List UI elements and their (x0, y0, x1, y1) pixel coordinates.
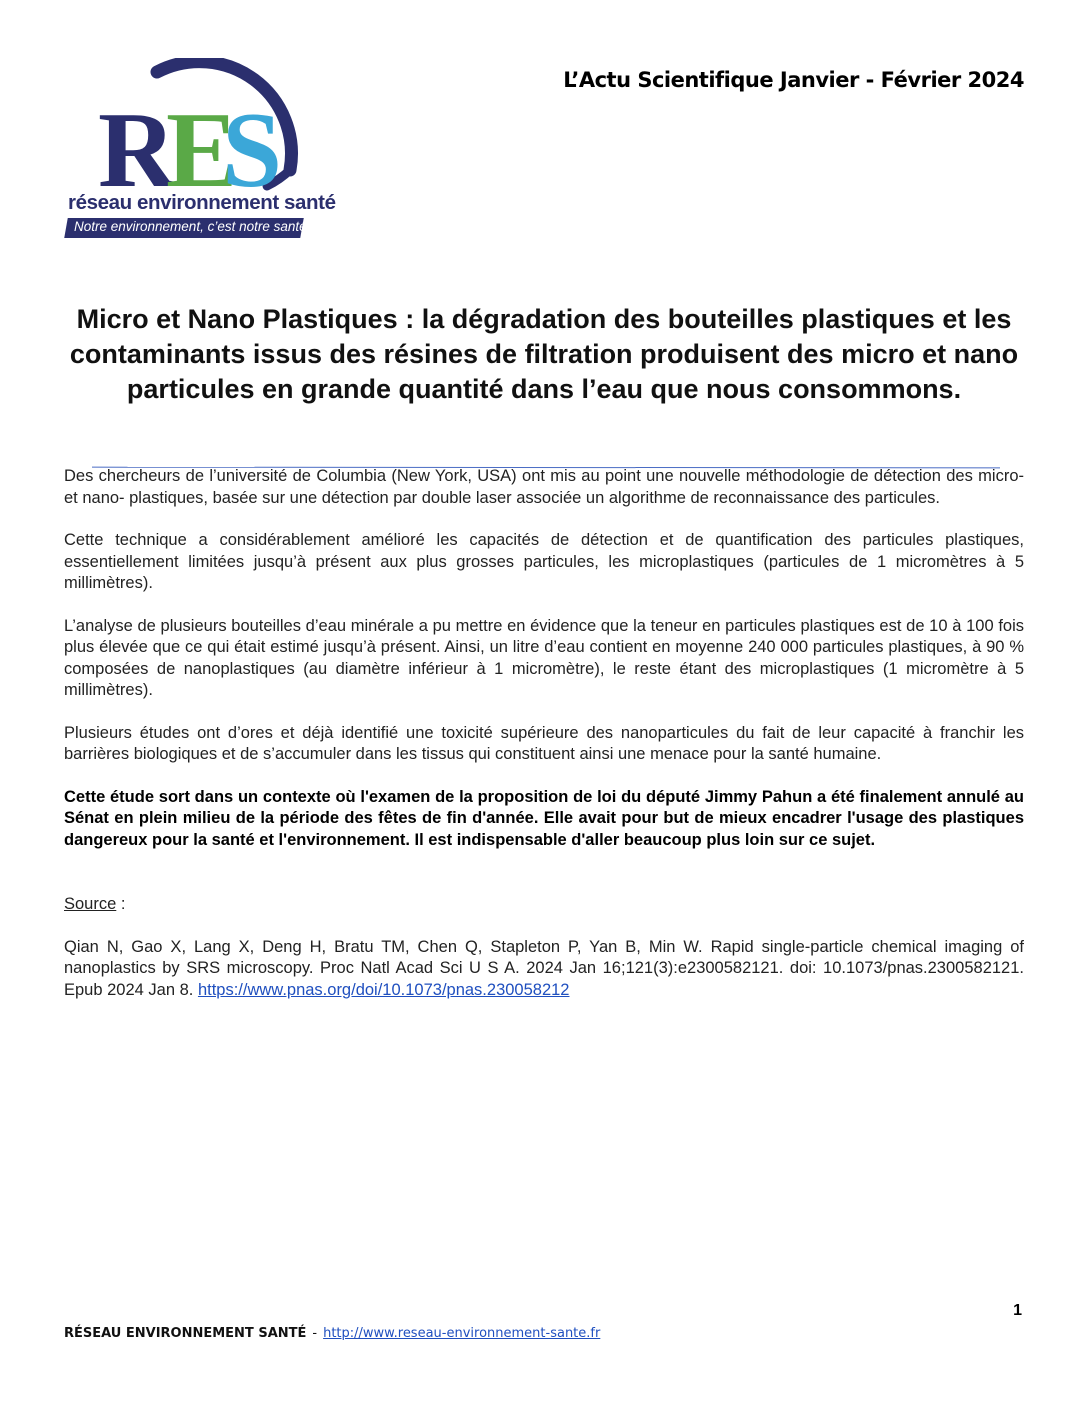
source-label: Source (64, 895, 117, 913)
article-title: Micro et Nano Plastiques : la dégradation des bouteilles plastiques et les contaminants issus des résines de filtration produisent des micro et nano particules en grande quantité dans l’eau que nous consommons. (69, 304, 1019, 404)
paragraph-4: Plusieurs études ont d’ores et déjà identifié une toxicité supérieure des nanoparticules du fait de leur capacité à franchir les barrières biologiques et de s’accumuler dans les tissus qui constituent ainsi une menace pour la santé humaine. (64, 723, 1024, 763)
logo-letter-e: E (166, 91, 239, 193)
res-logo (62, 58, 336, 243)
logo-letter-s: S (222, 91, 283, 193)
source-colon: : (116, 895, 126, 913)
citation (64, 937, 1024, 1002)
source-heading (64, 894, 1024, 916)
bold-paragraph: Cette étude sort dans un contexte où l'examen de la proposition de loi du député Jimmy Pahun a été finalement annulé au Sénat en plein milieu de la période des fêtes de fin d'année. Elle avait pour but de mieux encadrer l'usage des plastiques dangereux pour la santé et l'environnement. Il est indispensable d'aller beaucoup plus loin sur ce sujet. (64, 787, 1024, 849)
logo-letter-r: R (98, 91, 176, 193)
res-logo-mark (62, 58, 312, 193)
article-body (64, 466, 1024, 1022)
footer-website-link[interactable]: http://www.reseau-environnement-sante.fr (323, 1326, 601, 1341)
paragraph-3: L’analyse de plusieurs bouteilles d’eau minérale a pu mettre en évidence que la teneur en particules plastiques est de 10 à 100 fois plus élevée que ce qui était estimé jusqu’à présent. Ainsi, un litre d’eau contient en moyenne 240 000 particules plastiques, à 90 % composées de nanoplastiques (au diamètre inférieur à 1 micromètre), le reste étant des microplastiques (1 micromètre à 5 millimètres). (64, 616, 1024, 699)
footer-separator: - (312, 1326, 318, 1341)
logo-tagline-org: réseau environnement santé (68, 191, 336, 214)
page-number: 1 (1013, 1302, 1022, 1319)
citation-text: Qian N, Gao X, Lang X, Deng H, Bratu TM, Chen Q, Stapleton P, Yan B, Min W. Rapid single-particle chemical imaging of nanoplastics by SRS microscopy. Proc Natl Acad Sci U S A. 2024 Jan 16;121(3):e2300582121. doi: 10.1073/pnas.2300582121. Epub 2024 Jan 8. (64, 937, 1024, 999)
footer (64, 1326, 600, 1341)
paragraph-2: Cette technique a considérablement amélioré les capacités de détection et de quantification des particules plastiques, essentiellement limitées jusqu’à présent aux plus grosses particules, les microplastiques (particules de 1 micromètres à 5 millimètres). (64, 531, 1024, 592)
paragraph-1: Des chercheurs de l’université de Columbia (New York, USA) ont mis au point une nouvelle méthodologie de détection des micro- et nano- plastiques, basée sur une détection par double laser associée un algorithme de reconnaissance des particules. (64, 467, 1024, 507)
logo-slogan: Notre environnement, c’est notre santé (74, 219, 307, 234)
newsletter-header: L’Actu Scientifique Janvier - Février 2024 (563, 68, 1024, 92)
footer-org: RÉSEAU ENVIRONNEMENT SANTÉ (64, 1326, 307, 1341)
citation-link[interactable]: https://www.pnas.org/doi/10.1073/pnas.230058212 (197, 980, 570, 999)
